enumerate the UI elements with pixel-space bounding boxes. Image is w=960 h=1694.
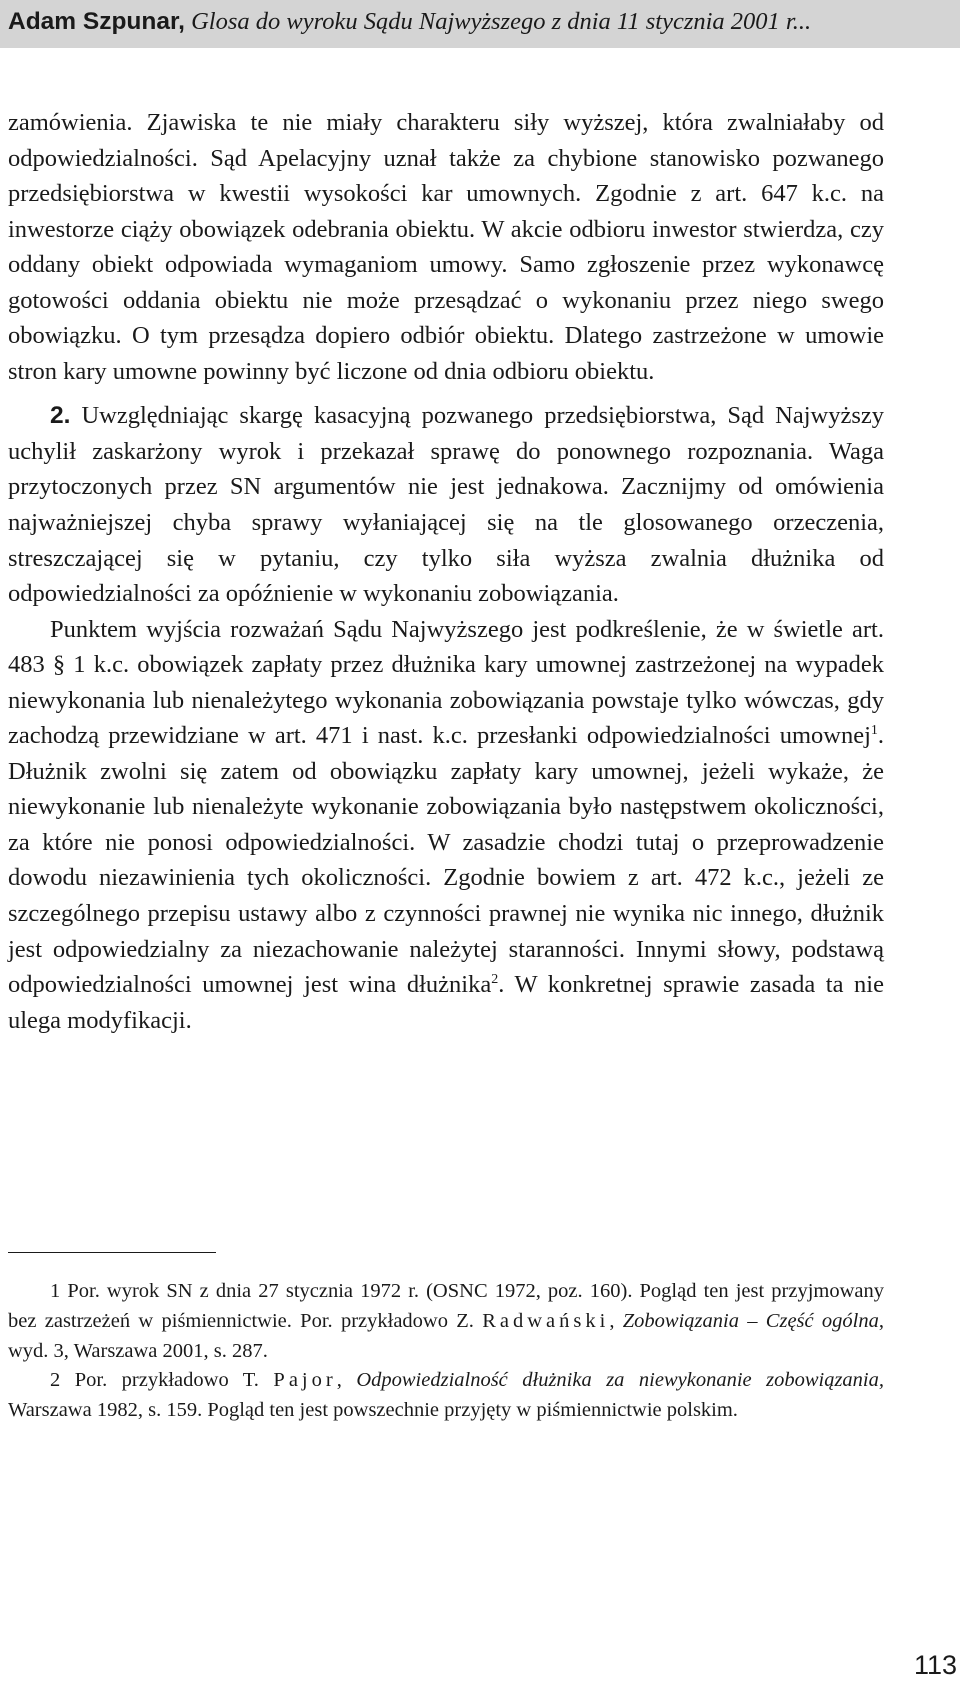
- paragraph-1: zamówienia. Zjawiska te nie miały charakteru siły wyższej, która zwalniałaby od odpowiedzialności. Sąd Apelacyjny uznał także za chybione stanowisko pozwanego przedsiębiorstwa w kwestii wysokości kar umownych. Zgodnie z art. 647 k.c. na inwestorze ciąży obowiązek odebrania obiektu. W akcie odbioru inwestor stwierdza, czy oddany obiekt odpowiada wymaganiom umowy. Samo zgłoszenie przez wykonawcę gotowości oddania obiektu nie może przesądzać o wykonaniu przez niego swego obowiązku. O tym przesądza dopiero odbiór obiektu. Dlatego zastrzeżone w umowie stron kary umowne powinny być liczone od dnia odbioru obiektu.: [8, 109, 884, 385]
- footnote-2-text-c: Warszawa 1982, s. 159. Pogląd ten jest powszechnie przyjęty w piśmiennictwie polskim.: [8, 1399, 738, 1422]
- header-title: Glosa do wyroku Sądu Najwyższego z dnia 11 stycznia 2001 r...: [191, 8, 812, 35]
- paragraph-3-text-c: . W konkretnej sprawie zasada ta nie ulega modyfikacji.: [8, 971, 884, 1034]
- footnote-1: [8, 1277, 884, 1366]
- footnote-2-text-a: Por. przykładowo T.: [60, 1369, 274, 1392]
- running-header-text: [8, 8, 811, 36]
- footnote-1-text-b: ,: [609, 1309, 623, 1332]
- footnote-2-author: Pajor: [273, 1369, 337, 1392]
- paragraph-2: [8, 398, 884, 611]
- footnote-1-number: 1: [50, 1280, 61, 1302]
- footnote-2-text-b: ,: [336, 1369, 357, 1392]
- section-number: 2.: [50, 402, 71, 430]
- footnote-2: [8, 1366, 884, 1426]
- header-author: Adam Szpunar,: [8, 8, 185, 35]
- footnote-1-title: Zobowiązania – Część ogólna: [622, 1309, 879, 1332]
- footnote-ref-2[interactable]: 2: [491, 972, 499, 988]
- footnotes: [8, 1277, 884, 1426]
- footnote-1-text-a: Por. wyrok SN z dnia 27 stycznia 1972 r. (OSNC 1972, poz. 160). Pogląd ten jest przyjmowany bez zastrzeżeń w piśmiennictwie. Por. przykładowo Z.: [8, 1280, 884, 1332]
- footnote-ref-1[interactable]: 1: [870, 723, 878, 739]
- footnote-separator: [8, 1252, 216, 1253]
- footnote-1-author: Radwański: [482, 1309, 610, 1332]
- paragraph-3-text-b: . Dłużnik zwolni się zatem od obowiązku zapłaty kary umownej, jeżeli wykaże, że niewykonanie lub nienależyte wykonanie zobowiązania było następstwem okoliczności, za które nie ponosi odpowiedzialności. W zasadzie chodzi tutaj o przeprowadzenie dowodu niezawinienia tych okoliczności. Zgodnie bowiem z art. 472 k.c., jeżeli ze szczególnego przepisu ustawy albo z czynności prawnej nie wynika nic innego, dłużnik jest odpowiedzialny za niezachowanie należytej staranności. Innymi słowy, podstawą odpowiedzialności umownej jest wina dłużnika: [8, 722, 884, 999]
- running-header: [0, 0, 960, 48]
- footnote-1-text-c: , wyd. 3, Warszawa 2001, s. 287.: [8, 1309, 885, 1362]
- footnote-2-title: Odpowiedzialność dłużnika za niewykonanie zobowiązania,: [356, 1369, 884, 1392]
- page-number: 113: [913, 1650, 957, 1680]
- paragraph-2-text: Uwzględniając skargę kasacyjną pozwanego przedsiębiorstwa, Sąd Najwyższy uchylił zaskarżony wyrok i przekazał sprawę do ponownego rozpoznania. Waga przytoczonych przez SN argumentów nie jest jednakowa. Zacznijmy od omówienia najważniejszej chyba sprawy wyłaniającej się na tle glosowanego orzeczenia, streszczającej się w pytaniu, czy tylko siła wyższa zwalnia dłużnika od odpowiedzialności za opóźnienie w wykonaniu zobowiązania.: [8, 402, 884, 608]
- paragraph-3: [8, 612, 884, 1039]
- paragraph-3-text-a: Punktem wyjścia rozważań Sądu Najwyższego jest podkreślenie, że w świetle art. 483 § 1 k.c. obowiązek zapłaty przez dłużnika kary umownej zastrzeżonej na wypadek niewykonania lub nienależytego wykonania zobowiązania powstaje tylko wówczas, gdy zachodzą przewidziane w art. 471 i nast. k.c. przesłanki odpowiedzialności umownej: [8, 615, 884, 750]
- main-text: [8, 105, 884, 1038]
- footnote-2-number: 2: [50, 1369, 61, 1392]
